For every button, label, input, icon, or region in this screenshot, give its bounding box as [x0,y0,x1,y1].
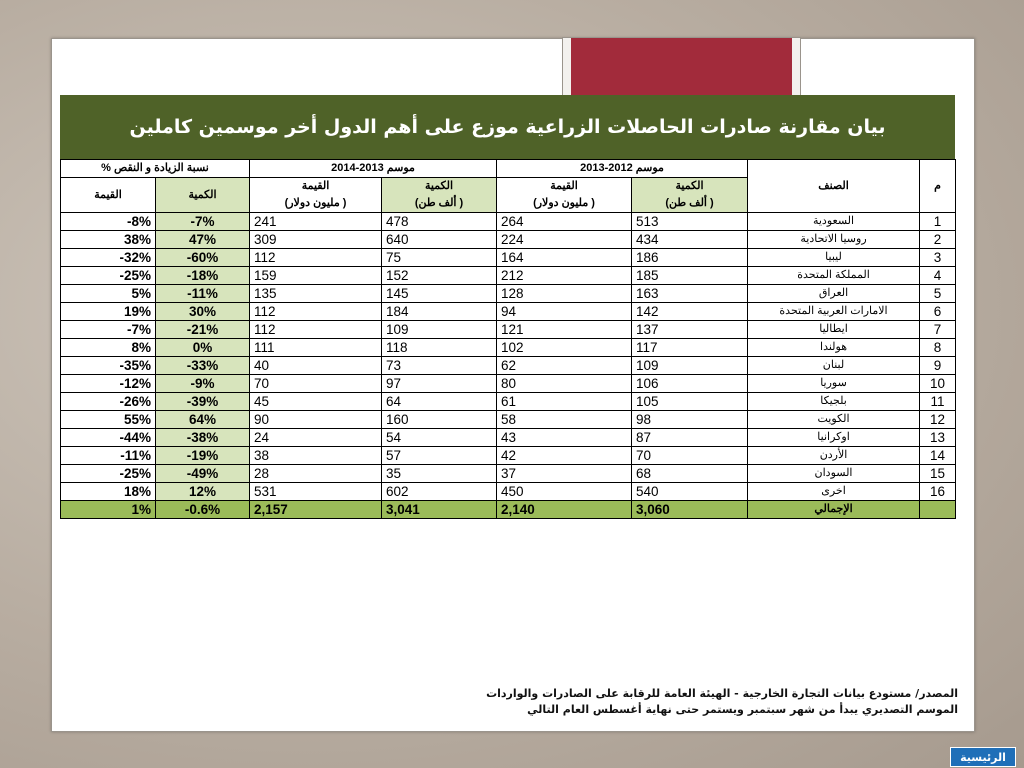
row-change-qty: 0% [156,339,250,357]
row-val-season1: 37 [497,465,632,483]
row-val-season2: 112 [250,249,382,267]
table-row [61,213,956,231]
row-val-season2: 28 [250,465,382,483]
row-val-season1: 61 [497,393,632,411]
total-row [61,501,956,519]
header-change-percent: نسبة الزيادة و النقص % [61,160,250,178]
header-change-val: القيمة [61,178,156,213]
row-index: 5 [920,285,956,303]
row-change-qty: -60% [156,249,250,267]
row-index: 15 [920,465,956,483]
row-qty-season2: 118 [382,339,497,357]
table-row [61,411,956,429]
row-change-val: 5% [61,285,156,303]
total-qty-season2: 3,041 [382,501,497,519]
row-val-season1: 43 [497,429,632,447]
row-change-val: -26% [61,393,156,411]
row-change-val: 38% [61,231,156,249]
row-val-season2: 24 [250,429,382,447]
row-qty-season2: 97 [382,375,497,393]
row-val-season1: 58 [497,411,632,429]
table-row [61,393,956,411]
row-val-season1: 62 [497,357,632,375]
row-index: 13 [920,429,956,447]
row-category: العراق [748,285,920,303]
row-qty-season2: 160 [382,411,497,429]
row-qty-season1: 70 [632,447,748,465]
total-val-season1: 2,140 [497,501,632,519]
source-line-2: الموسم التصديري يبدأ من شهر سبتمبر ويستمر حتى نهاية أغسطس العام التالي [527,703,958,716]
row-qty-season2: 54 [382,429,497,447]
row-val-season1: 42 [497,447,632,465]
row-qty-season1: 87 [632,429,748,447]
table-row [61,375,956,393]
row-val-season2: 45 [250,393,382,411]
row-change-val: -12% [61,375,156,393]
row-category: ايطاليا [748,321,920,339]
row-val-season2: 40 [250,357,382,375]
row-change-val: -11% [61,447,156,465]
source-line-1: المصدر/ مستودع بيانات التجارة الخارجية - الهيئة العامة للرقابة على الصادرات والواردات [486,687,958,700]
row-change-val: -44% [61,429,156,447]
row-change-qty: 64% [156,411,250,429]
table-row [61,357,956,375]
row-qty-season1: 434 [632,231,748,249]
row-category: المملكة المتحدة [748,267,920,285]
row-val-season2: 70 [250,375,382,393]
row-index: 8 [920,339,956,357]
row-index: 6 [920,303,956,321]
row-index: 11 [920,393,956,411]
exports-comparison-table [60,159,956,519]
header-qty-season1: الكمية ( ألف طن) [632,178,748,213]
row-qty-season1: 68 [632,465,748,483]
row-qty-season1: 98 [632,411,748,429]
row-change-qty: -38% [156,429,250,447]
row-qty-season1: 117 [632,339,748,357]
row-val-season2: 38 [250,447,382,465]
source-note [486,686,958,718]
row-change-qty: 30% [156,303,250,321]
row-val-season1: 94 [497,303,632,321]
row-category: بلجيكا [748,393,920,411]
row-qty-season1: 106 [632,375,748,393]
row-val-season1: 264 [497,213,632,231]
row-val-season2: 112 [250,321,382,339]
row-category: لبنان [748,357,920,375]
row-change-val: 55% [61,411,156,429]
row-index: 4 [920,267,956,285]
table-row [61,429,956,447]
table-row [61,447,956,465]
row-qty-season1: 540 [632,483,748,501]
header-val-season2: القيمة ( مليون دولار) [250,178,382,213]
total-change-qty: -0.6% [156,501,250,519]
table-row [61,465,956,483]
row-change-qty: -11% [156,285,250,303]
row-change-qty: -39% [156,393,250,411]
row-change-qty: 12% [156,483,250,501]
table-row [61,483,956,501]
row-val-season2: 135 [250,285,382,303]
row-change-qty: -21% [156,321,250,339]
row-category: اوكرانيا [748,429,920,447]
header-season-2012-2013: موسم 2012-2013 [497,160,748,178]
row-change-qty: -7% [156,213,250,231]
row-index: 2 [920,231,956,249]
table-row [61,267,956,285]
row-change-qty: -33% [156,357,250,375]
row-change-val: 19% [61,303,156,321]
header-index: م [920,160,956,213]
row-qty-season2: 145 [382,285,497,303]
row-change-qty: -18% [156,267,250,285]
row-change-val: 8% [61,339,156,357]
header-category: الصنف [748,160,920,213]
row-qty-season2: 184 [382,303,497,321]
row-qty-season1: 185 [632,267,748,285]
row-val-season1: 164 [497,249,632,267]
header-val-season1: القيمة ( مليون دولار) [497,178,632,213]
row-index: 12 [920,411,956,429]
row-qty-season2: 64 [382,393,497,411]
row-val-season2: 531 [250,483,382,501]
row-qty-season1: 142 [632,303,748,321]
row-change-qty: -19% [156,447,250,465]
row-change-qty: -49% [156,465,250,483]
total-index-cell [920,501,956,519]
table-body [61,213,956,519]
header-change-qty: الكمية [156,178,250,213]
total-val-season2: 2,157 [250,501,382,519]
row-index: 10 [920,375,956,393]
row-category: سوريا [748,375,920,393]
row-change-val: -8% [61,213,156,231]
row-category: السودان [748,465,920,483]
row-index: 7 [920,321,956,339]
table-row [61,303,956,321]
row-change-val: 18% [61,483,156,501]
total-qty-season1: 3,060 [632,501,748,519]
header-row-1 [61,160,956,178]
row-qty-season2: 75 [382,249,497,267]
row-val-season1: 121 [497,321,632,339]
row-change-qty: -9% [156,375,250,393]
total-label: الإجمالي [748,501,920,519]
table-row [61,249,956,267]
table-row [61,285,956,303]
row-index: 1 [920,213,956,231]
row-change-qty: 47% [156,231,250,249]
row-category: ليبيا [748,249,920,267]
row-change-val: -25% [61,267,156,285]
row-val-season1: 212 [497,267,632,285]
row-qty-season1: 109 [632,357,748,375]
row-val-season1: 224 [497,231,632,249]
row-qty-season2: 478 [382,213,497,231]
row-val-season1: 102 [497,339,632,357]
row-change-val: -7% [61,321,156,339]
header-season-2013-2014: موسم 2013-2014 [250,160,497,178]
row-val-season2: 111 [250,339,382,357]
row-category: الكويت [748,411,920,429]
row-index: 3 [920,249,956,267]
table-title: بيان مقارنة صادرات الحاصلات الزراعية موزع على أهم الدول أخر موسمين كاملين [60,95,955,159]
table-row [61,231,956,249]
row-val-season2: 309 [250,231,382,249]
row-qty-season1: 105 [632,393,748,411]
row-val-season2: 112 [250,303,382,321]
row-index: 16 [920,483,956,501]
row-val-season2: 159 [250,267,382,285]
row-category: هولندا [748,339,920,357]
row-category: روسيا الاتحادية [748,231,920,249]
row-change-val: -35% [61,357,156,375]
header-qty-season2: الكمية ( ألف طن) [382,178,497,213]
home-button[interactable]: الرئيسية [950,747,1016,767]
row-qty-season2: 73 [382,357,497,375]
row-qty-season2: 109 [382,321,497,339]
row-val-season1: 128 [497,285,632,303]
row-qty-season1: 513 [632,213,748,231]
row-val-season1: 450 [497,483,632,501]
row-category: اخرى [748,483,920,501]
row-val-season2: 90 [250,411,382,429]
table-row [61,321,956,339]
row-qty-season2: 35 [382,465,497,483]
row-index: 14 [920,447,956,465]
row-change-val: -25% [61,465,156,483]
row-qty-season2: 152 [382,267,497,285]
row-category: السعودية [748,213,920,231]
row-change-val: -32% [61,249,156,267]
row-qty-season1: 163 [632,285,748,303]
table-row [61,339,956,357]
row-category: الأردن [748,447,920,465]
total-change-val: 1% [61,501,156,519]
row-val-season2: 241 [250,213,382,231]
row-qty-season1: 137 [632,321,748,339]
row-index: 9 [920,357,956,375]
row-category: الامارات العربية المتحدة [748,303,920,321]
row-qty-season2: 57 [382,447,497,465]
row-qty-season2: 602 [382,483,497,501]
row-val-season1: 80 [497,375,632,393]
row-qty-season2: 640 [382,231,497,249]
row-qty-season1: 186 [632,249,748,267]
